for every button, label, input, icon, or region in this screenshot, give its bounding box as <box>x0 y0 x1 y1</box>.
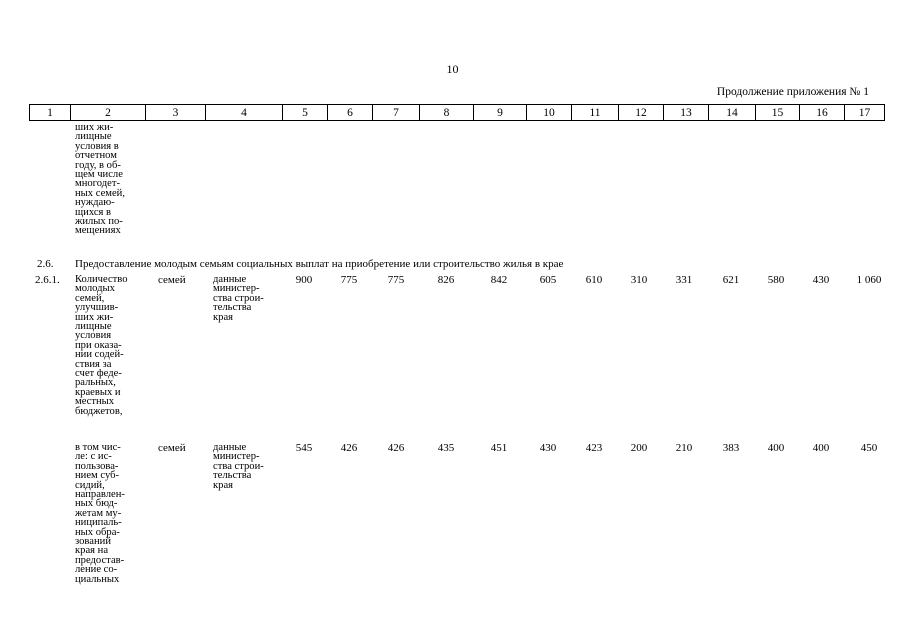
column-header-10: 10 <box>527 105 572 121</box>
page-number: 10 <box>446 62 459 76</box>
value-col-17: 450 <box>860 442 878 454</box>
value-col-16: 400 <box>812 442 830 454</box>
column-header-3: 3 <box>146 105 206 121</box>
unit: семей <box>158 274 186 286</box>
value-col-6: 426 <box>340 442 358 454</box>
value-col-15: 400 <box>767 442 785 454</box>
column-header-14: 14 <box>709 105 756 121</box>
value-col-10: 605 <box>539 274 557 286</box>
value-col-14: 621 <box>722 274 740 286</box>
column-header-4: 4 <box>206 105 283 121</box>
column-header-1: 1 <box>30 105 71 121</box>
data-source: данные министер- ства строи- тельства края <box>213 442 264 491</box>
value-col-12: 310 <box>630 274 648 286</box>
row-number: 2.6.1. <box>35 274 60 286</box>
value-col-10: 430 <box>539 442 557 454</box>
data-source: данные министер- ства строи- тельства края <box>213 274 264 323</box>
value-col-5: 900 <box>295 274 313 286</box>
value-col-7: 775 <box>387 274 405 286</box>
column-header-7: 7 <box>373 105 420 121</box>
value-col-15: 580 <box>767 274 785 286</box>
continuation-label: Продолжение приложения № 1 <box>716 86 869 98</box>
section-title: Предоставление молодым семьям социальных выплат на приобретение или строительство жилья в крае <box>75 258 564 270</box>
column-header-2: 2 <box>71 105 146 121</box>
column-header-5: 5 <box>283 105 328 121</box>
section-number: 2.6. <box>37 258 54 270</box>
value-col-8: 826 <box>437 274 455 286</box>
column-header-12: 12 <box>619 105 664 121</box>
value-col-9: 451 <box>490 442 508 454</box>
value-col-17: 1 060 <box>856 274 882 286</box>
unit: семей <box>158 442 186 454</box>
column-header-13: 13 <box>664 105 709 121</box>
value-col-7: 426 <box>387 442 405 454</box>
value-col-11: 610 <box>585 274 603 286</box>
value-col-16: 430 <box>812 274 830 286</box>
column-header-11: 11 <box>572 105 619 121</box>
value-col-5: 545 <box>295 442 313 454</box>
column-header-15: 15 <box>756 105 800 121</box>
value-col-12: 200 <box>630 442 648 454</box>
value-col-9: 842 <box>490 274 508 286</box>
value-col-8: 435 <box>437 442 455 454</box>
indicator-name: в том чис- ле: с ис- пользова- нием суб- сидий, направлен- ных бюд- жетам му- ниципаль- ных обра- зований края на предостав- ление со- циальных <box>75 442 125 585</box>
value-col-6: 775 <box>340 274 358 286</box>
column-header-16: 16 <box>800 105 845 121</box>
column-header-9: 9 <box>474 105 527 121</box>
column-header-8: 8 <box>420 105 474 121</box>
value-col-11: 423 <box>585 442 603 454</box>
column-header-row <box>29 104 885 121</box>
continued-indicator-text: ших жи- лищные условия в отчетном году, в об- щем числе многодет- ных семей, нуждаю- щихся в жилых по- мещениях <box>75 122 125 237</box>
column-header-6: 6 <box>328 105 373 121</box>
indicator-name: Количество молодых семей, улучшив- ших жи- лищные условия при оказа- нии содей- ствия за счет феде- ральных, краевых и местных бюджетов, <box>75 274 128 417</box>
value-col-13: 210 <box>675 442 693 454</box>
value-col-13: 331 <box>675 274 693 286</box>
column-header-17: 17 <box>845 105 885 121</box>
value-col-14: 383 <box>722 442 740 454</box>
